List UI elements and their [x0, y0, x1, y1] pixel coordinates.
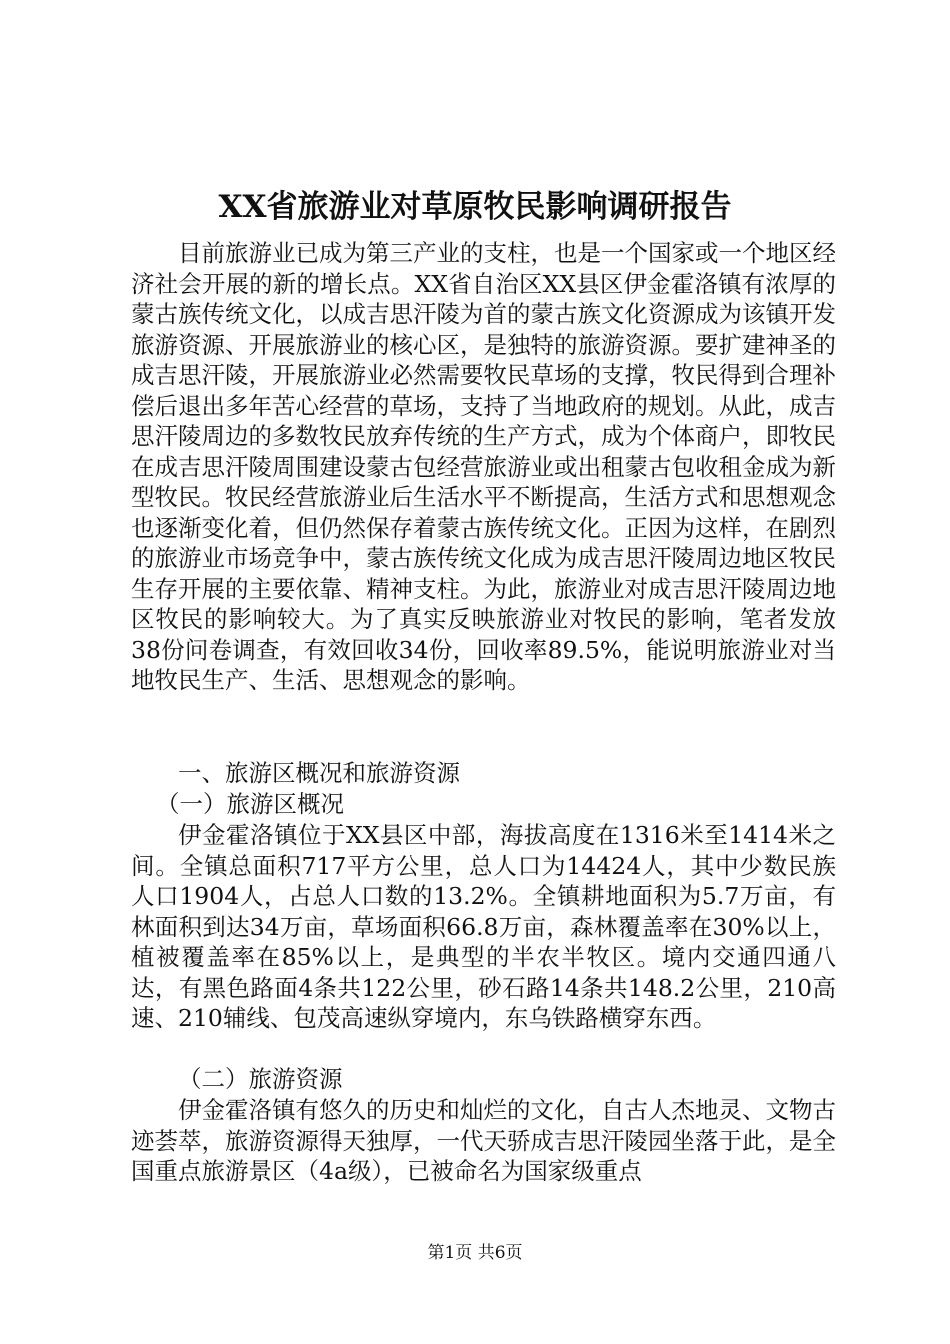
section-heading-overview-resources: 一、旅游区概况和旅游资源 — [178, 759, 460, 787]
subsection-heading-overview: （一）旅游区概况 — [156, 790, 344, 818]
resources-paragraph: 伊金霍洛镇有悠久的历史和灿烂的文化，自古人杰地灵、文物古迹荟萃，旅游资源得天独厚，一代天骄成吉思汗陵园坐落于此，是全国重点旅游景区（4a级），已被命名为国家级重点 — [131, 1096, 836, 1185]
page-number-footer: 第1页 共6页 — [427, 1243, 523, 1263]
intro-paragraph: 目前旅游业已成为第三产业的支柱，也是一个国家或一个地区经济社会开展的新的增长点。XX省自治区XX县区伊金霍洛镇有浓厚的蒙古族传统文化，以成吉思汗陵为首的蒙古族文化资源成为该镇开发旅游资源、开展旅游业的核心区，是独特的旅游资源。要扩建神圣的成吉思汗陵，开展旅游业必然需要牧民草场的支撑，牧民得到合理补偿后退出多年苦心经营的草场，支持了当地政府的规划。从此，成吉思汗陵周边的多数牧民放弃传统的生产方式，成为个体商户，即牧民在成吉思汗陵周围建设蒙古包经营旅游业或出租蒙古包收租金成为新型牧民。牧民经营旅游业后生活水平不断提高，生活方式和思想观念也逐渐变化着，但仍然保存着蒙古族传统文化。正因为这样，在剧烈的旅游业市场竞争中，蒙古族传统文化成为成吉思汗陵周边地区牧民生存开展的主要依靠、精神支柱。为此，旅游业对成吉思汗陵周边地区牧民的影响较大。为了真实反映旅游业对牧民的影响，笔者发放38份问卷调查，有效回收34份，回收率89.5%，能说明旅游业对当地牧民生产、生活、思想观念的影响。 — [131, 239, 836, 694]
document-title: XX省旅游业对草原牧民影响调研报告 — [218, 189, 732, 225]
overview-paragraph: 伊金霍洛镇位于XX县区中部，海拔高度在1316米至1414米之间。全镇总面积717平方公里，总人口为14424人，其中少数民族人口1904人，占总人口数的13.2%。全镇耕地面积为5.7万亩，有林面积到达34万亩，草场面积66.8万亩，森林覆盖率在30%以上，植被覆盖率在85%以上，是典型的半农半牧区。境内交通四通八达，有黑色路面4条共122公里，砂石路14条共148.2公里，210高速、210辅线、包茂高速纵穿境内，东乌铁路横穿东西。 — [131, 821, 836, 1032]
subsection-heading-resources: （二）旅游资源 — [178, 1065, 343, 1093]
